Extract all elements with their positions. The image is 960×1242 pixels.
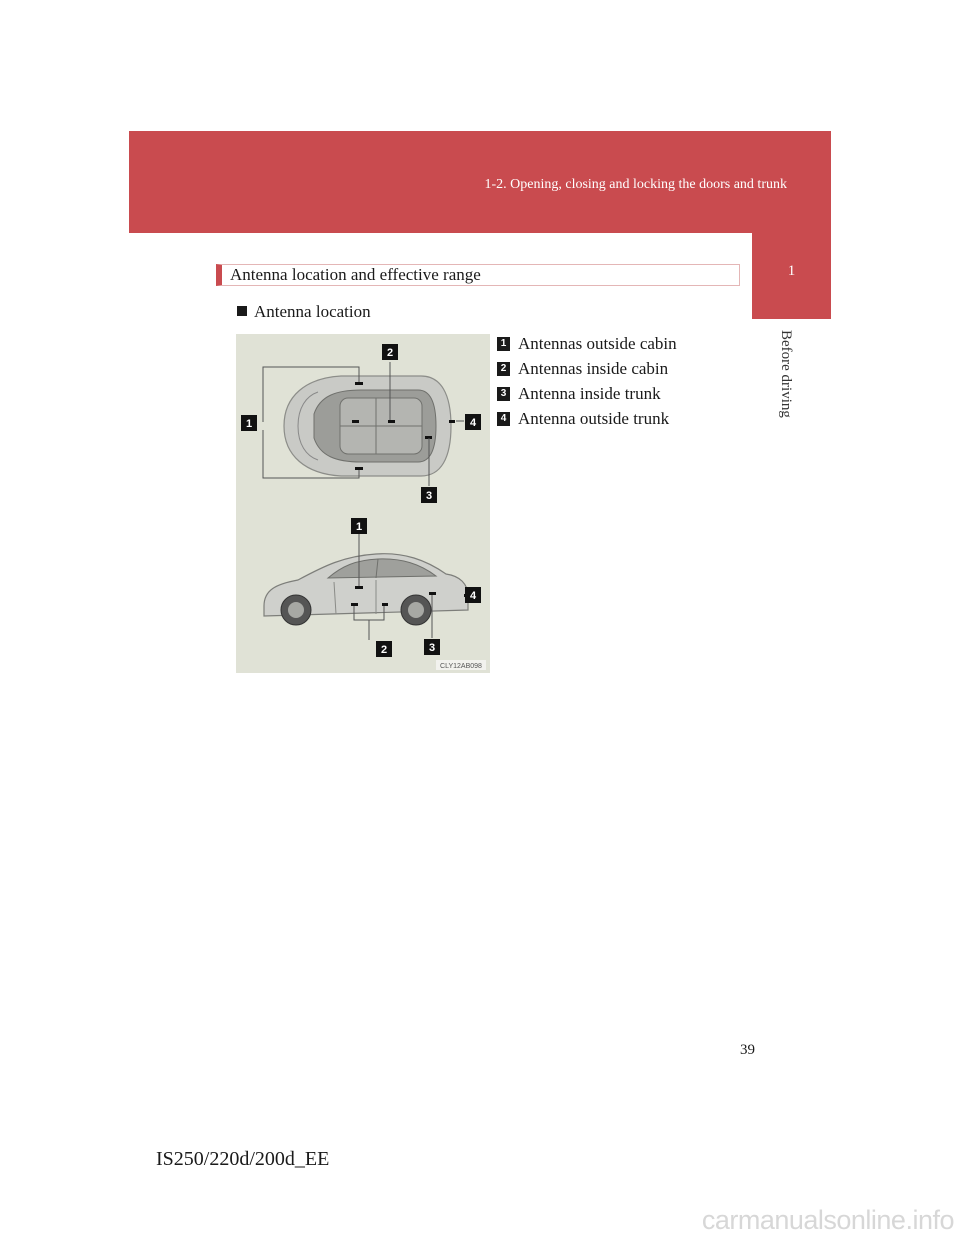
callout-2-side: 2 (380, 644, 388, 656)
sub-heading (237, 302, 371, 322)
page-number: 39 (740, 1042, 755, 1058)
chapter-tab (752, 233, 831, 319)
antenna-legend (497, 331, 737, 431)
watermark: carmanualsonline.info (701, 1205, 954, 1235)
callout-4-side: 4 (469, 590, 477, 602)
legend-label: Antennas outside cabin (518, 333, 677, 353)
antenna-location-figure (236, 334, 490, 673)
legend-number: 4 (497, 412, 510, 426)
legend-item (497, 406, 737, 431)
section-heading: Antenna location and effective range (216, 264, 740, 286)
legend-number: 3 (497, 387, 510, 401)
legend-label: Antenna inside trunk (518, 383, 661, 403)
chapter-header-band (129, 131, 831, 233)
chapter-label: Before driving (778, 330, 794, 418)
legend-item (497, 356, 737, 381)
model-code: IS250/220d/200d_EE (156, 1148, 330, 1170)
callout-3-side: 3 (428, 642, 436, 654)
bullet-square-icon (237, 306, 247, 316)
legend-number: 1 (497, 337, 510, 351)
legend-label: Antennas inside cabin (518, 358, 669, 378)
chapter-number: 1 (787, 263, 796, 279)
car-side-view (264, 554, 470, 625)
callout-4-top: 4 (469, 417, 477, 429)
legend-label: Antenna outside trunk (518, 408, 670, 428)
figure-code: CLY12AB098 (440, 663, 482, 670)
callout-2-top: 2 (386, 347, 394, 359)
sub-heading-text: Antenna location (254, 302, 371, 321)
callout-1-side: 1 (355, 521, 363, 533)
callout-1-top: 1 (245, 418, 253, 430)
section-title: 1-2. Opening, closing and locking the doors and trunk (484, 177, 787, 192)
legend-number: 2 (497, 362, 510, 376)
car-diagram (236, 334, 490, 673)
callout-3-top: 3 (425, 490, 433, 502)
legend-item (497, 331, 737, 356)
legend-item (497, 381, 737, 406)
